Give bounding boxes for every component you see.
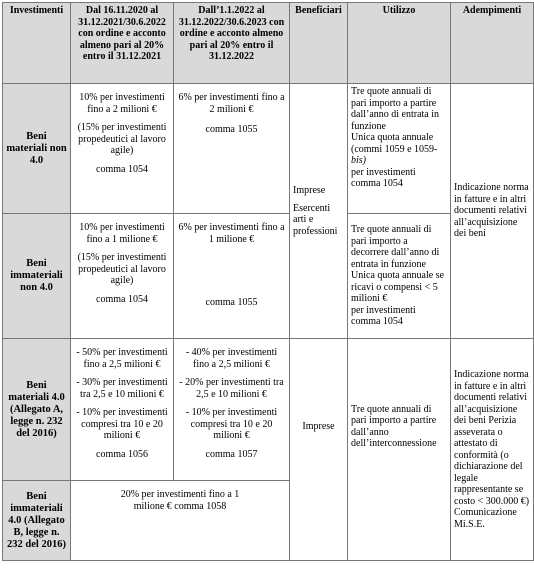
rate-text: - 40% per investimenti fino a 2,5 milioni € (185, 347, 278, 370)
beneficiari-cell: Imprese (290, 339, 348, 561)
rate-text: 10% per investimenti fino a 1 milione € (79, 222, 165, 245)
utilizzo-cell: Tre quote annuali di pari importo a partire dall’anno dell’interconnessione (348, 339, 451, 561)
rate-note: (15% per investimenti propedeutici al lavoro agile) (77, 122, 167, 156)
table-row (3, 84, 534, 214)
utilizzo-text: Unica quota annuale se ricavi o compensi < 5 milioni € (351, 270, 445, 304)
comma-ref: comma 1056 (96, 448, 148, 460)
comma-ref: comma 1054 (96, 163, 148, 175)
utilizzo-text: per investimenti comma 1054 (351, 166, 416, 189)
rate-text: - 30% per investimenti tra 2,5 e 10 milioni € (76, 377, 168, 400)
rate-text: 6% per investimenti fino a 1 milione € (178, 222, 285, 245)
header-utilizzo: Utilizzo (348, 3, 451, 84)
rate-cell (71, 339, 174, 481)
incentives-table (2, 2, 534, 561)
utilizzo-text: per investimenti comma 1054 (351, 304, 416, 327)
utilizzo-text-bis: bis) (351, 155, 366, 166)
category-cell: Beni immateriali non 4.0 (3, 214, 71, 339)
merged-rate-cell (71, 481, 290, 561)
header-beneficiari: Beneficiari (290, 3, 348, 84)
rate-cell (174, 214, 290, 339)
rate-text: 10% per investimenti fino a 2 milioni € (79, 92, 165, 115)
beneficiari-text: Imprese (293, 185, 326, 196)
header-row (3, 3, 534, 84)
rate-text: - 20% per investimenti tra 2,5 e 10 milioni € (179, 377, 284, 400)
category-cell: Beni materiali non 4.0 (3, 84, 71, 214)
rate-cell (71, 84, 174, 214)
utilizzo-cell (348, 214, 451, 339)
rate-text: - 50% per investimenti fino a 2,5 milioni € (76, 347, 168, 370)
rate-cell (71, 214, 174, 339)
table-row (3, 339, 534, 481)
rate-cell (174, 339, 290, 481)
rate-note: (15% per investimenti propedeutici al lavoro agile) (77, 252, 167, 286)
rate-text: 20% per investimenti fino a 1 milione € comma 1058 (120, 489, 240, 512)
header-investimenti: Investimenti (3, 3, 71, 84)
comma-ref: comma 1057 (205, 448, 258, 460)
beneficiari-cell (290, 84, 348, 339)
rate-cell (174, 84, 290, 214)
header-period-2022: Dall’1.1.2022 al 31.12.2022/30.6.2023 con ordine e acconto almeno pari al 20% entro il 31.12.2022 (174, 3, 290, 84)
comma-ref: comma 1055 (205, 124, 258, 135)
category-cell: Beni immateriali 4.0 (Allegato B, legge n. 232 del 2016) (3, 481, 71, 561)
utilizzo-text: Tre quote annuali di pari importo a partire dall’anno di entrata in funzione (351, 86, 440, 132)
utilizzo-cell (348, 84, 451, 214)
utilizzo-text-main: Unica quota annuale (commi 1059 e 1059- (351, 132, 438, 155)
beneficiari-text: Esercenti arti e professioni (293, 202, 338, 237)
rate-text: - 10% per investimenti compresi tra 10 e 20 milioni € (185, 407, 278, 441)
utilizzo-text (351, 132, 447, 167)
adempimenti-cell: Indicazione norma in fatture e in altri documenti relativi all’acquisizione dei beni Perizia asseverata o attestato di conformità (o dichiarazione del legale rappresentante se costo < 300.000 €) Comunicazione Mi.S.E. (451, 339, 534, 561)
comma-ref: comma 1055 (205, 297, 258, 308)
category-cell: Beni materiali 4.0 (Allegato A, legge n. 232 del 2016) (3, 339, 71, 481)
comma-ref: comma 1054 (96, 293, 148, 305)
utilizzo-text: Tre quote annuali di pari importo a decorrere dall’anno di entrata in funzione (351, 224, 440, 270)
adempimenti-cell: Indicazione norma in fatture e in altri documenti relativi all’acquisizione dei beni (451, 84, 534, 339)
rate-text: - 10% per investimenti compresi tra 10 e 20 milioni € (76, 407, 168, 441)
rate-text: 6% per investimenti fino a 2 milioni € (178, 92, 285, 115)
header-period-2021: Dal 16.11.2020 al 31.12.2021/30.6.2022 con ordine e acconto almeno pari al 20% entro il 31.12.2021 (71, 3, 174, 84)
header-adempimenti: Adempimenti (451, 3, 534, 84)
